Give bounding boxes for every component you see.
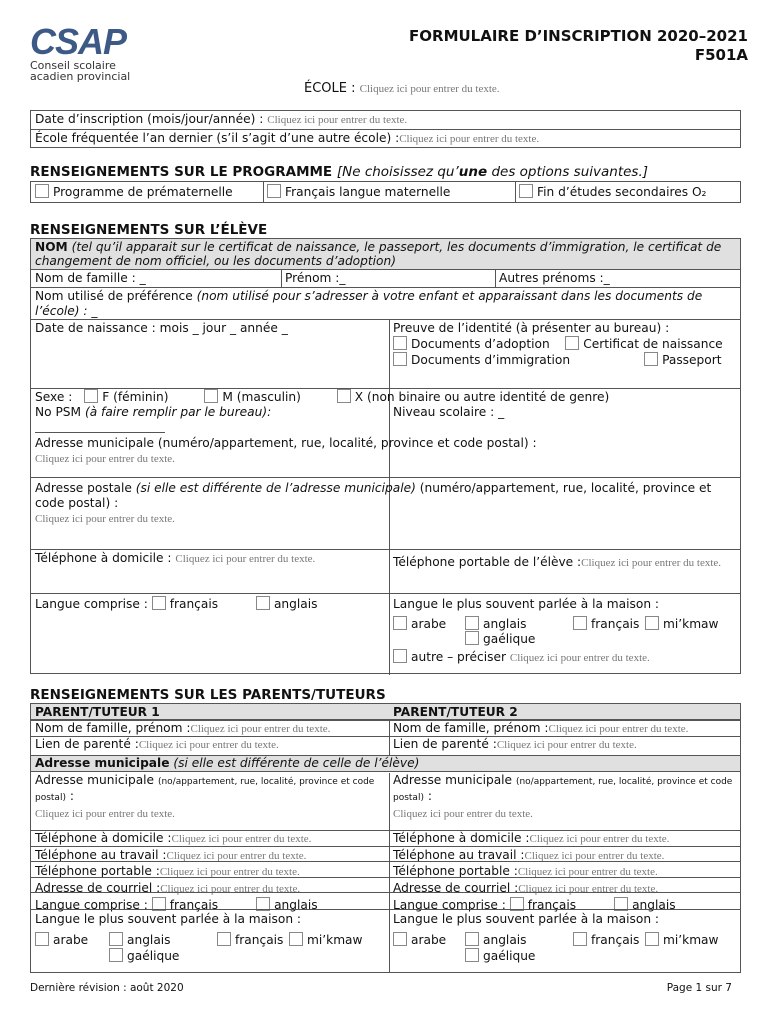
- autres-prenoms-field[interactable]: Autres prénoms :_: [499, 271, 610, 285]
- langue-option: gaélique: [483, 632, 536, 646]
- parent2-title: PARENT/TUTEUR 2: [393, 705, 518, 719]
- page-number: Page 1 sur 7: [666, 982, 732, 994]
- nom-label: NOM: [35, 240, 68, 254]
- adr-label: Adresse municipale: [393, 773, 513, 787]
- sexe-label: Sexe :: [35, 390, 73, 404]
- p1-contacts: [31, 830, 322, 915]
- input[interactable]: Cliquez ici pour entrer du texte.: [160, 882, 301, 895]
- prenom-field[interactable]: Prénom :_: [285, 271, 346, 285]
- adr-muni-input[interactable]: Cliquez ici pour entrer du texte.: [35, 453, 175, 465]
- psm-note: (à faire remplir par le bureau):: [84, 405, 272, 419]
- p2-adresse[interactable]: Adresse municipale (no/appartement, rue, localité, province et code postal) : Cliquez ici pour entrer du texte.: [389, 772, 741, 822]
- label: Téléphone portable :: [35, 864, 160, 879]
- adr-note: (no/appartement, rue, localité, province et code postal): [393, 777, 733, 803]
- langue-option: français: [591, 617, 640, 631]
- ecole-field[interactable]: [304, 81, 500, 96]
- option: anglais: [274, 898, 318, 913]
- label: Téléphone à domicile :: [393, 831, 530, 845]
- preuve-option: Documents d’immigration: [411, 353, 571, 367]
- adr-note: (no/appartement, rue, localité, province et code postal): [35, 777, 375, 803]
- nom-input[interactable]: Cliquez ici pour entrer du texte.: [548, 723, 689, 735]
- label: Langue comprise :: [35, 898, 148, 913]
- checkbox[interactable]: [645, 932, 659, 946]
- lien-input[interactable]: Cliquez ici pour entrer du texte.: [138, 739, 279, 751]
- p1-tel-port[interactable]: [35, 864, 318, 881]
- checkbox[interactable]: [465, 631, 479, 645]
- langue-option: anglais: [483, 617, 527, 631]
- label: Téléphone à domicile :: [35, 831, 172, 845]
- programme-heading: [30, 164, 648, 180]
- ecole-input[interactable]: Cliquez ici pour entrer du texte.: [359, 83, 500, 95]
- checkbox[interactable]: [393, 352, 407, 366]
- preuve-label: Preuve de l’identité (à présenter au bureau) :: [393, 321, 670, 335]
- checkbox[interactable]: [109, 948, 123, 962]
- nom-header: [31, 239, 740, 270]
- label: Téléphone au travail :: [393, 847, 525, 862]
- parents-heading: RENSEIGNEMENTS SUR LES PARENTS/TUTEURS: [30, 687, 386, 703]
- date-inscription-row[interactable]: [31, 111, 740, 130]
- logo-subtitle-1: Conseil scolaire: [30, 59, 116, 72]
- label: Langue le plus souvent parlée à la maison :: [35, 912, 302, 926]
- lien-input[interactable]: Cliquez ici pour entrer du texte.: [496, 739, 637, 751]
- nom-preference-row[interactable]: [31, 288, 740, 320]
- p1-adresse[interactable]: Adresse municipale (no/appartement, rue, localité, province et code postal) : Cliquez ici pour entrer du texte.: [31, 772, 389, 822]
- p2-contacts: [389, 830, 680, 915]
- csap-logo: [30, 21, 140, 83]
- langue-option: arabe: [411, 617, 447, 631]
- preuve-identite: [389, 320, 741, 369]
- checkbox[interactable]: [152, 596, 166, 610]
- option: français: [169, 898, 219, 913]
- adr-postale-label: Adresse postale: [35, 481, 132, 495]
- checkbox-x[interactable]: [337, 389, 351, 403]
- checkbox[interactable]: [465, 616, 479, 630]
- option: français: [235, 933, 284, 947]
- option: arabe: [53, 933, 89, 947]
- adr-postale-note: (si elle est différente de l’adresse municipale): [135, 481, 416, 495]
- label: Langue comprise :: [393, 898, 506, 913]
- option: gaélique: [483, 949, 536, 963]
- tel-port-input[interactable]: Cliquez ici pour entrer du texte.: [581, 557, 722, 569]
- title-text: FORMULAIRE D’INSCRIPTION 2020–2021: [409, 27, 748, 45]
- preuve-option: Certificat de naissance: [583, 337, 723, 351]
- option: anglais: [483, 933, 527, 947]
- programme-note-pre: [Ne choisissez qu’: [336, 164, 459, 180]
- p2-nom[interactable]: [389, 720, 692, 736]
- checkbox[interactable]: [573, 616, 587, 630]
- preuve-option: Documents d’adoption: [411, 337, 550, 351]
- checkbox[interactable]: [645, 616, 659, 630]
- p2-langue-maison: [389, 911, 741, 967]
- p1-nom[interactable]: [31, 720, 334, 736]
- input[interactable]: Cliquez ici pour entrer du texte.: [517, 866, 658, 879]
- lien-label: Lien de parenté :: [393, 737, 497, 751]
- psm-field[interactable]: [31, 404, 275, 420]
- checkbox[interactable]: [393, 616, 407, 630]
- adr-muni-label: Adresse municipale (numéro/appartement, rue, localité, province et code postal) :: [35, 436, 537, 450]
- checkbox[interactable]: [267, 184, 281, 198]
- checkbox-f[interactable]: [84, 389, 98, 403]
- programme-note-bold: une: [458, 164, 488, 180]
- checkbox[interactable]: [35, 932, 49, 946]
- langue-comp-label: Langue comprise :: [35, 597, 148, 611]
- nom-pref-note: (nom utilisé pour s’adresser à votre enfant et apparaissant dans les documents de l’école) : _: [35, 289, 703, 318]
- p2-lien[interactable]: [389, 736, 641, 752]
- programme-note-post: des options suivantes.]: [487, 164, 649, 180]
- option-label: Français langue maternelle: [285, 185, 451, 199]
- checkbox[interactable]: [289, 932, 303, 946]
- checkbox[interactable]: [217, 932, 231, 946]
- nom-pref-label: Nom utilisé de préférence: [35, 289, 193, 303]
- checkbox[interactable]: [644, 352, 658, 366]
- checkbox[interactable]: [465, 948, 479, 962]
- option: anglais: [127, 933, 171, 947]
- langue-comprise: [31, 595, 322, 612]
- p1-lien[interactable]: [31, 736, 283, 752]
- adr-header-note: (si elle est différente de celle de l’élève): [173, 756, 420, 770]
- p1-langue-maison: [31, 911, 389, 967]
- checkbox[interactable]: [519, 184, 533, 198]
- prev-school-label: École fréquentée l’an dernier (s’il s’agit d’une autre école) :: [35, 131, 400, 145]
- p1-courriel[interactable]: [35, 881, 318, 898]
- input[interactable]: Cliquez ici pour entrer du texte.: [159, 866, 300, 879]
- p2-courriel[interactable]: [393, 881, 676, 898]
- parent1-title: PARENT/TUTEUR 1: [35, 705, 160, 719]
- p2-tel-port[interactable]: [393, 864, 676, 881]
- lien-label: Lien de parenté :: [35, 737, 139, 751]
- prev-school-row[interactable]: [31, 130, 740, 148]
- nom-famille-field[interactable]: Nom de famille : _: [35, 271, 146, 285]
- date-naissance-field[interactable]: Date de naissance : mois _ jour _ année _: [35, 321, 288, 335]
- ecole-label: ÉCOLE :: [304, 81, 356, 96]
- checkbox[interactable]: [393, 932, 407, 946]
- option: mi’kmaw: [307, 933, 363, 947]
- autre-langue-input[interactable]: Cliquez ici pour entrer du texte.: [509, 652, 650, 664]
- checkbox[interactable]: [256, 596, 270, 610]
- adresse-header: [31, 755, 740, 772]
- option-francais-maternelle[interactable]: [263, 183, 454, 200]
- langue-option: anglais: [273, 597, 318, 611]
- adr-label: Adresse municipale: [35, 773, 155, 787]
- adresse-municipale[interactable]: [31, 434, 541, 468]
- option: gaélique: [127, 949, 180, 963]
- option-fin-etudes[interactable]: [515, 183, 710, 200]
- tel-domicile[interactable]: [31, 550, 319, 566]
- date-inscription-label: Date d’inscription (mois/jour/année) :: [35, 112, 264, 126]
- adr-input[interactable]: Cliquez ici pour entrer du texte.: [393, 808, 533, 820]
- nom-label: Nom de famille, prénom :: [35, 721, 191, 735]
- input[interactable]: Cliquez ici pour entrer du texte.: [529, 833, 670, 845]
- logo-text: CSAP: [30, 21, 127, 62]
- checkbox[interactable]: [35, 184, 49, 198]
- sexe-row: [31, 388, 741, 405]
- label: Téléphone au travail :: [35, 847, 167, 862]
- form-code: F501A: [694, 46, 748, 64]
- parents-box: [30, 703, 741, 973]
- eleve-box: [30, 238, 741, 674]
- checkbox[interactable]: [393, 336, 407, 350]
- option: français: [527, 898, 577, 913]
- input[interactable]: Cliquez ici pour entrer du texte.: [166, 849, 307, 862]
- tel-dom-input[interactable]: Cliquez ici pour entrer du texte.: [175, 553, 316, 565]
- adr-postale-input[interactable]: Cliquez ici pour entrer du texte.: [35, 513, 175, 525]
- sexe-option: M (masculin): [222, 390, 301, 404]
- checkbox[interactable]: [393, 649, 407, 663]
- tel-dom-label: Téléphone à domicile :: [35, 551, 172, 565]
- nom-label: Nom de famille, prénom :: [393, 721, 549, 735]
- checkbox[interactable]: [565, 336, 579, 350]
- langue-maison: [389, 595, 741, 667]
- option: anglais: [632, 898, 676, 913]
- adresse-postale[interactable]: [31, 480, 741, 528]
- option: mi’kmaw: [663, 933, 719, 947]
- psm-label: No PSM: [35, 405, 82, 419]
- name-row: [31, 270, 740, 288]
- input[interactable]: Cliquez ici pour entrer du texte.: [171, 833, 312, 845]
- langue-option: autre – préciser: [411, 650, 506, 664]
- checkbox[interactable]: [465, 932, 479, 946]
- sexe-option: X (non binaire ou autre identité de genre): [354, 390, 610, 404]
- option: français: [591, 933, 640, 947]
- label: Adresse de courriel :: [35, 880, 161, 895]
- option-label: Fin d’études secondaires O₂: [537, 185, 707, 199]
- checkbox-m[interactable]: [204, 389, 218, 403]
- inscription-box: [30, 110, 741, 148]
- langue-option: français: [169, 597, 219, 611]
- checkbox[interactable]: [109, 932, 123, 946]
- langue-option: mi’kmaw: [663, 617, 719, 631]
- programme-options: [30, 181, 741, 203]
- niveau-field[interactable]: Niveau scolaire : _: [393, 405, 505, 419]
- label: Adresse de courriel :: [393, 880, 519, 895]
- adr-postale-rest: (numéro/appartement, rue, localité, province et code postal) :: [35, 481, 712, 510]
- revision-date: Dernière révision : août 2020: [30, 982, 184, 994]
- langue-maison-label: Langue le plus souvent parlée à la maison :: [393, 597, 660, 611]
- form-title: [409, 27, 748, 65]
- adr-header-label: Adresse municipale: [35, 756, 170, 770]
- prev-school-input[interactable]: Cliquez ici pour entrer du texte.: [399, 133, 540, 145]
- date-inscription-input[interactable]: Cliquez ici pour entrer du texte.: [267, 114, 408, 126]
- input[interactable]: Cliquez ici pour entrer du texte.: [518, 882, 659, 895]
- tel-portable-eleve[interactable]: [389, 550, 741, 575]
- input[interactable]: Cliquez ici pour entrer du texte.: [524, 849, 665, 862]
- programme-heading-text: RENSEIGNEMENTS SUR LE PROGRAMME: [30, 164, 333, 180]
- label: Langue le plus souvent parlée à la maison :: [393, 912, 660, 926]
- option-label: Programme de prématernelle: [53, 185, 233, 199]
- tel-port-label: Téléphone portable de l’élève :: [393, 555, 582, 569]
- sexe-option: F (féminin): [102, 390, 169, 404]
- label: Téléphone portable :: [393, 864, 518, 879]
- eleve-heading: RENSEIGNEMENTS SUR L’ÉLÈVE: [30, 222, 268, 238]
- option: arabe: [411, 933, 447, 947]
- nom-note: (tel qu’il apparait sur le certificat de naissance, le passeport, les documents d’immigration, le certificat de changement de nom officiel, ou les documents d’adoption): [35, 240, 722, 268]
- checkbox[interactable]: [573, 932, 587, 946]
- nom-input[interactable]: Cliquez ici pour entrer du texte.: [190, 723, 331, 735]
- adr-input[interactable]: Cliquez ici pour entrer du texte.: [35, 808, 175, 820]
- logo-subtitle-2: acadien provincial: [30, 70, 131, 83]
- option-prematernelle[interactable]: [31, 183, 237, 200]
- preuve-option: Passeport: [662, 353, 722, 367]
